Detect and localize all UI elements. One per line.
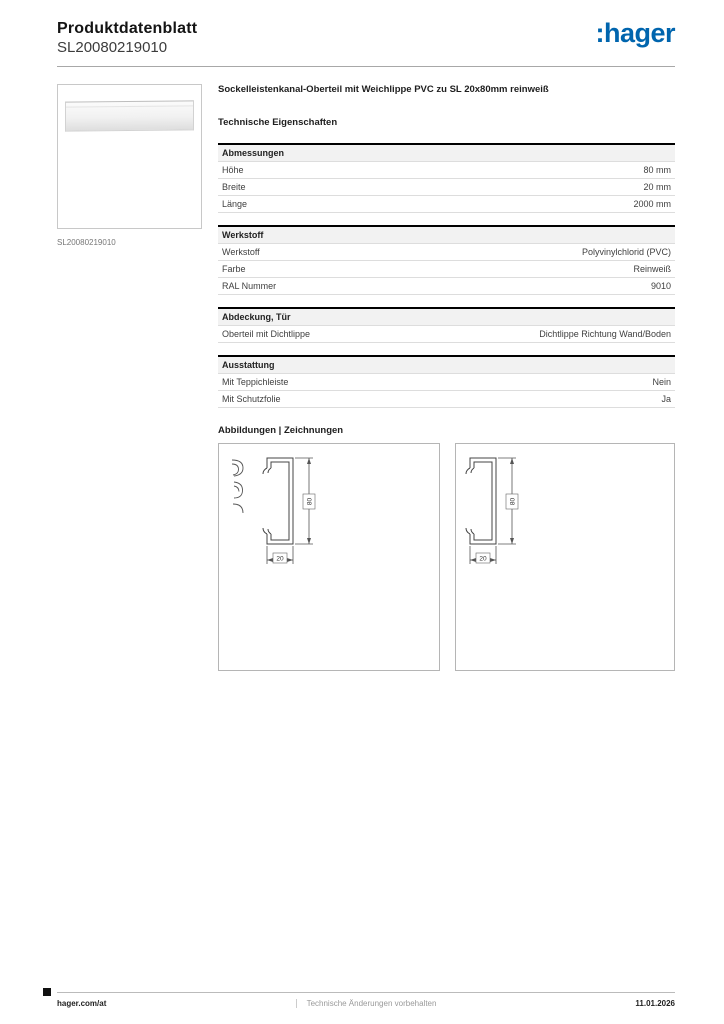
- spec-column: [218, 84, 675, 671]
- product-image-caption: SL20080219010: [57, 238, 116, 247]
- group-abdeckung-tuer: [218, 307, 675, 343]
- spec-value: Reinweiß: [633, 264, 671, 274]
- header: [0, 0, 724, 56]
- skirting-board-render: [65, 100, 194, 131]
- drawing-boxes: [218, 443, 675, 671]
- width-dimension-label: 20: [276, 555, 284, 563]
- group-title: Abdeckung, Tür: [218, 307, 675, 325]
- lip-detail-drawing: [232, 460, 243, 513]
- spec-label: Farbe: [222, 264, 246, 274]
- spec-value: Dichtlippe Richtung Wand/Boden: [539, 329, 671, 339]
- product-image-column: [57, 84, 202, 671]
- spec-row: [218, 325, 675, 343]
- spec-row: [218, 243, 675, 260]
- spec-row: [218, 260, 675, 277]
- spec-row: [218, 373, 675, 390]
- group-abmessungen: [218, 143, 675, 213]
- footer-row: [0, 992, 724, 1008]
- width-dimension-label: 20: [479, 555, 487, 563]
- spec-label: Oberteil mit Dichtlippe: [222, 329, 311, 339]
- footer-website-link[interactable]: hager.com/at: [57, 999, 107, 1008]
- footer-disclaimer: Technische Änderungen vorbehalten: [296, 999, 437, 1008]
- spec-value: Polyvinylchlorid (PVC): [581, 247, 671, 257]
- drawings-heading: Abbildungen | Zeichnungen: [218, 425, 344, 436]
- footer-date: 11.01.2026: [635, 999, 675, 1008]
- hager-logo: :hager: [595, 18, 675, 48]
- tech-properties-heading: Technische Eigenschaften: [218, 117, 338, 128]
- group-title: Abmessungen: [218, 143, 675, 161]
- group-ausstattung: [218, 355, 675, 408]
- group-title: Werkstoff: [218, 225, 675, 243]
- profile-outline: [263, 458, 293, 544]
- dimension-lines: [267, 458, 313, 564]
- footer-divider: [57, 992, 675, 993]
- group-title: Ausstattung: [218, 355, 675, 373]
- spec-row: [218, 390, 675, 408]
- spec-value: Nein: [652, 377, 671, 387]
- content: [0, 67, 724, 671]
- product-image: [57, 84, 202, 229]
- header-titles: [57, 20, 197, 56]
- spec-value: 20 mm: [643, 182, 671, 192]
- spec-value: 9010: [650, 281, 671, 291]
- spec-value: Ja: [661, 394, 671, 404]
- spec-row: [218, 178, 675, 195]
- spec-label: RAL Nummer: [222, 281, 277, 291]
- height-dimension-label: 80: [306, 497, 314, 506]
- footer-marker: [43, 988, 51, 996]
- spec-label: Breite: [222, 182, 246, 192]
- technical-drawing-1: [218, 443, 440, 671]
- spec-row: [218, 161, 675, 178]
- page-title: Produktdatenblatt: [57, 20, 198, 37]
- profile-outline: [466, 458, 496, 544]
- technical-drawing-2: [455, 443, 675, 671]
- article-number: SL20080219010: [57, 39, 168, 56]
- dimension-lines: [470, 458, 516, 564]
- product-title: Sockelleistenkanal-Oberteil mit Weichlippe PVC zu SL 20x80mm reinweiß: [218, 84, 549, 95]
- group-werkstoff: [218, 225, 675, 295]
- spec-label: Mit Teppichleiste: [222, 377, 289, 387]
- profile-cross-section-drawing: [219, 444, 439, 670]
- spec-label: Werkstoff: [222, 247, 260, 257]
- height-dimension-label: 80: [509, 497, 517, 506]
- spec-row: [218, 195, 675, 213]
- profile-cross-section-drawing: [456, 444, 674, 670]
- spec-value: 2000 mm: [633, 199, 671, 209]
- spec-label: Mit Schutzfolie: [222, 394, 281, 404]
- spec-value: 80 mm: [643, 165, 671, 175]
- spec-label: Länge: [222, 199, 248, 209]
- spec-label: Höhe: [222, 165, 244, 175]
- spec-row: [218, 277, 675, 295]
- footer: [0, 992, 724, 1008]
